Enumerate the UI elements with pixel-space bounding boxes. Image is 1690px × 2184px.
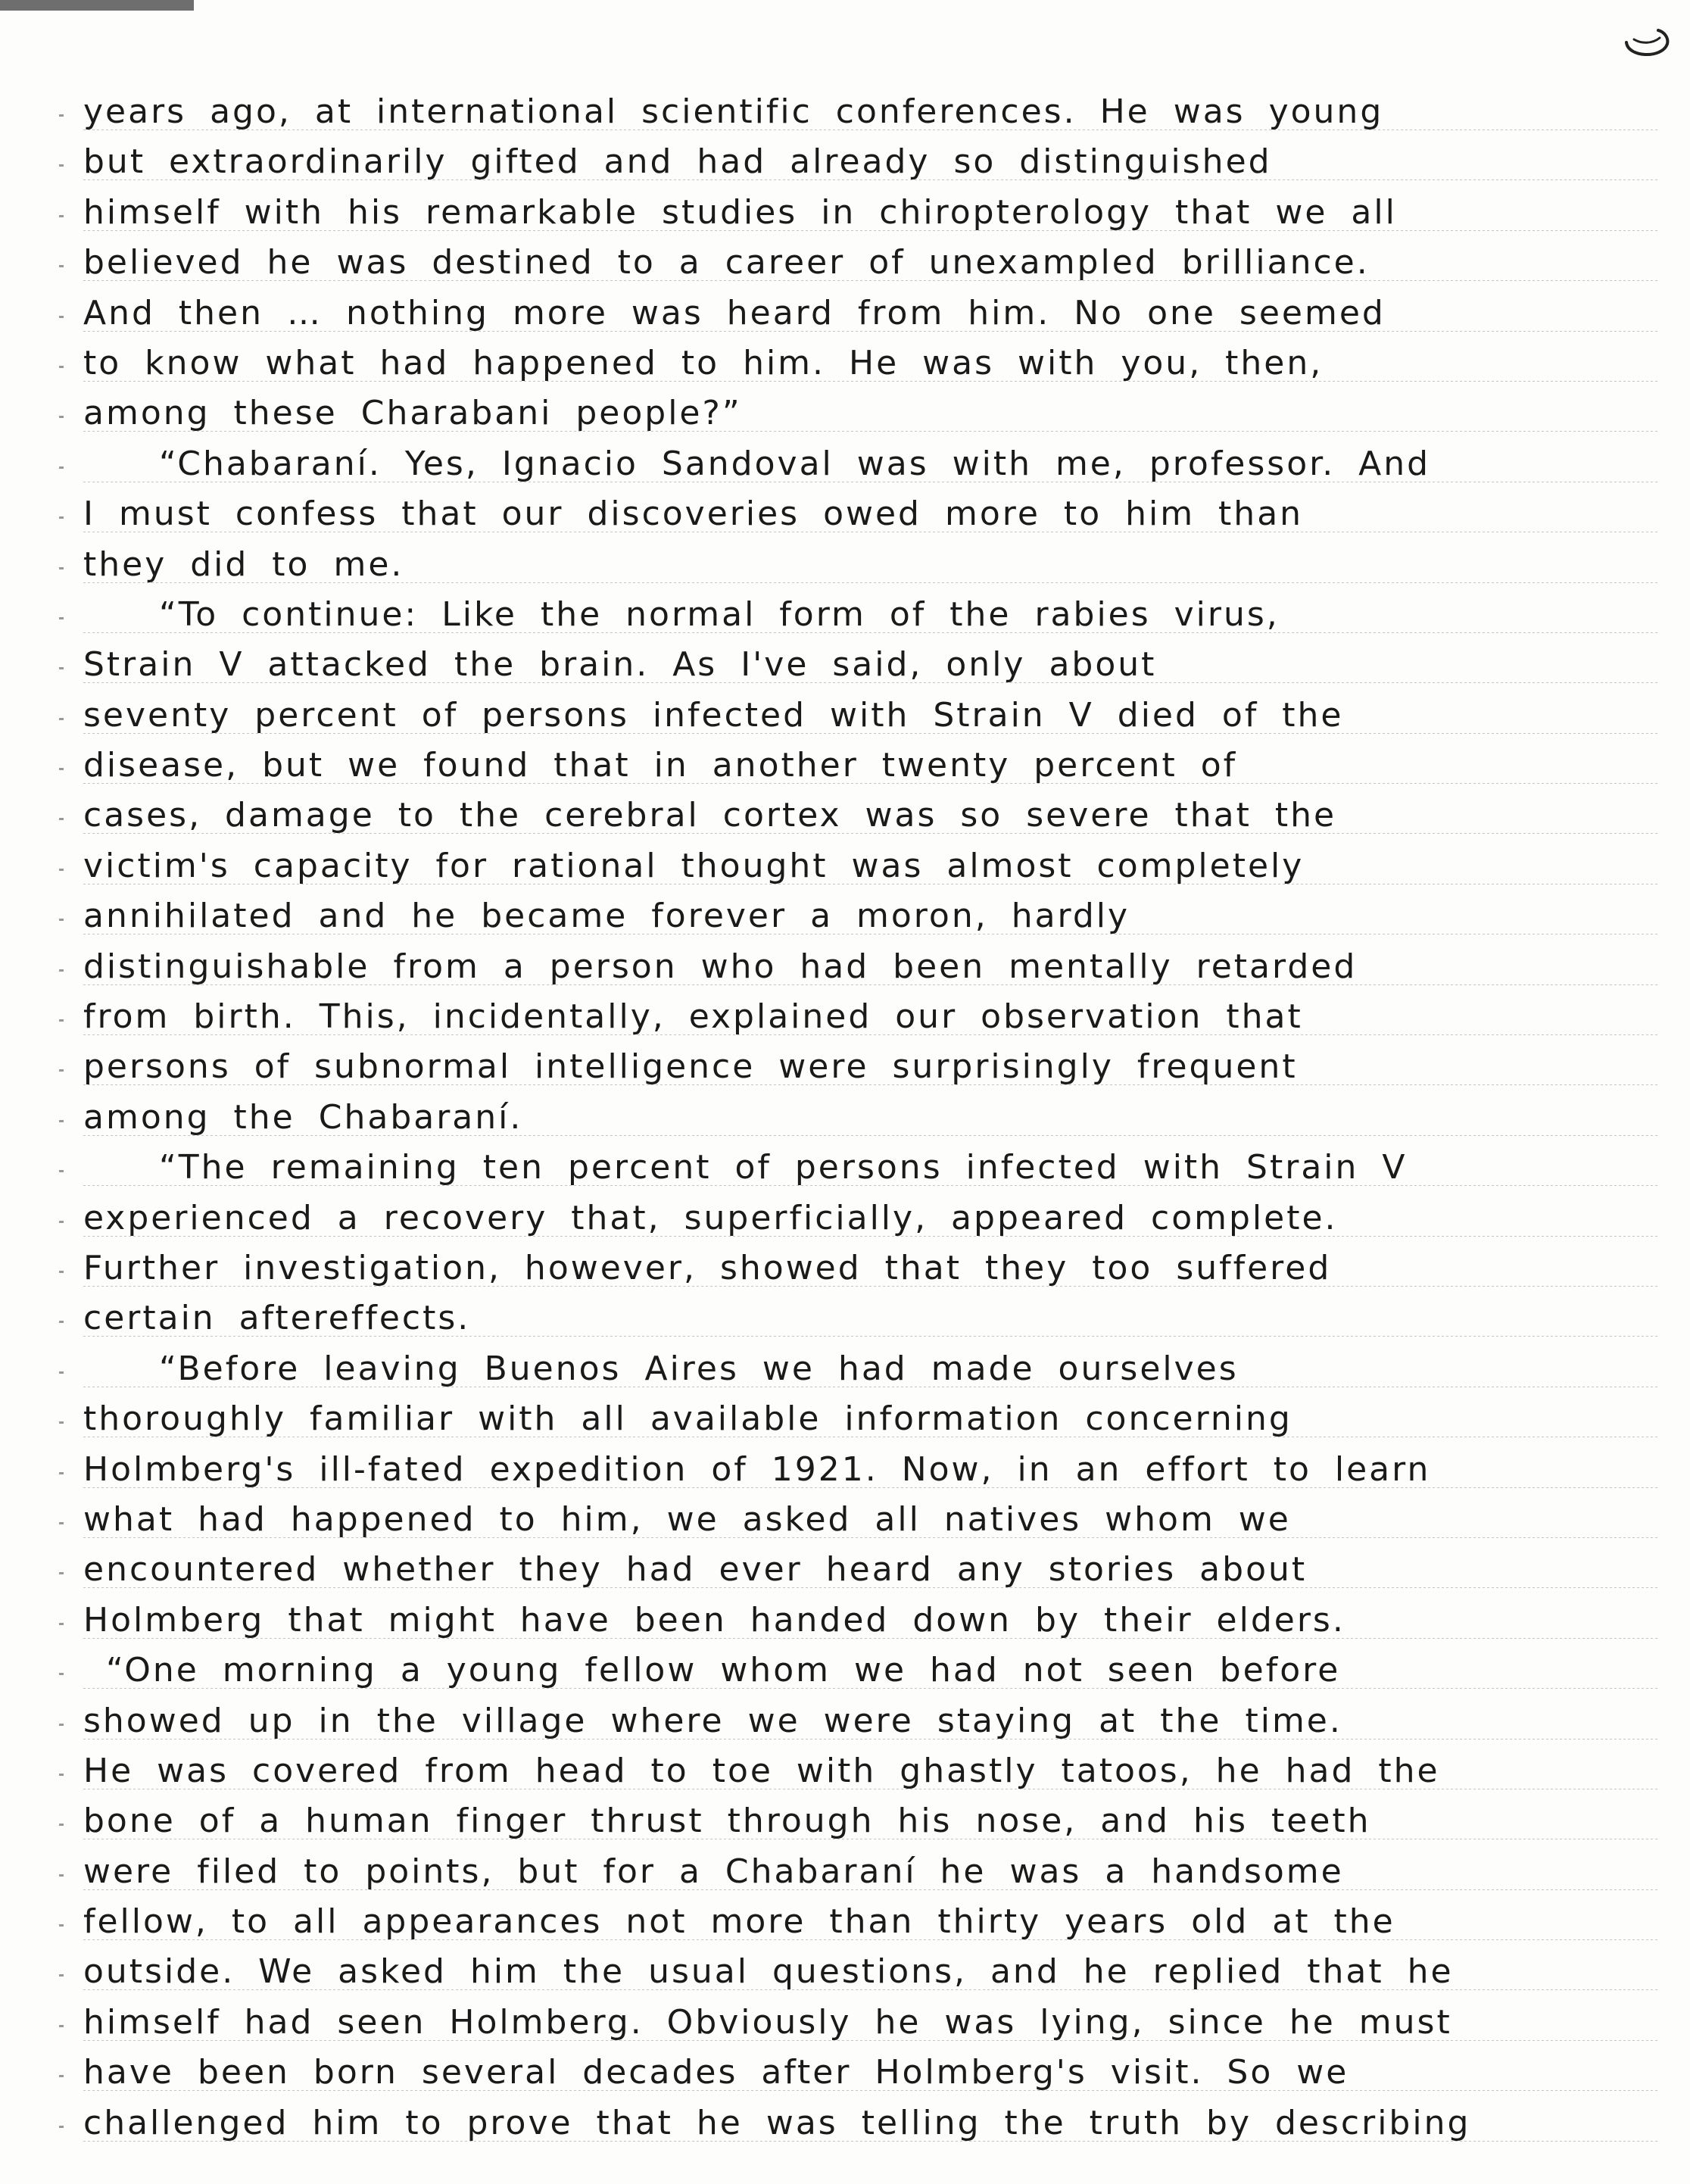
text-line: disease, but we found that in another twenty percent of — [83, 741, 1658, 791]
text-line: Holmberg's ill-fated expedition of 1921. Now, in an effort to learn — [83, 1445, 1658, 1495]
text-line: “One morning a young fellow whom we had not seen before — [83, 1646, 1658, 1696]
text-line: bone of a human finger thrust through his nose, and his teeth — [83, 1796, 1658, 1846]
text-line: have been born several decades after Holmberg's visit. So we — [83, 2048, 1658, 2098]
text-line: fellow, to all appearances not more than thirty years old at the — [83, 1897, 1658, 1947]
text-line: they did to me. — [83, 540, 1658, 590]
text-line: outside. We asked him the usual questions, and he replied that he — [83, 1947, 1658, 1997]
text-line: showed up in the village where we were staying at the time. — [83, 1696, 1658, 1746]
text-line: And then … nothing more was heard from him. No one seemed — [83, 289, 1658, 339]
text-line: experienced a recovery that, superficially, appeared complete. — [83, 1193, 1658, 1243]
text-line: victim's capacity for rational thought was almost completely — [83, 841, 1658, 891]
text-line: annihilated and he became forever a moron, hardly — [83, 891, 1658, 941]
text-line: were filed to points, but for a Chabaraní he was a handsome — [83, 1847, 1658, 1897]
text-line: Strain V attacked the brain. As I've said, only about — [83, 640, 1658, 690]
manuscript-body — [83, 87, 1658, 2148]
text-line: “Before leaving Buenos Aires we had made ourselves — [83, 1344, 1658, 1394]
text-line: among these Charabani people?” — [83, 388, 1658, 438]
scan-edge-mark — [0, 0, 194, 11]
text-line: encountered whether they had ever heard any stories about — [83, 1545, 1658, 1595]
text-line: himself had seen Holmberg. Obviously he was lying, since he must — [83, 1998, 1658, 2048]
text-line: persons of subnormal intelligence were surprisingly frequent — [83, 1042, 1658, 1092]
text-line: certain aftereffects. — [83, 1293, 1658, 1343]
text-line: “The remaining ten percent of persons infected with Strain V — [83, 1143, 1658, 1193]
text-line: Further investigation, however, showed that they too suffered — [83, 1243, 1658, 1293]
text-line: thoroughly familiar with all available information concerning — [83, 1394, 1658, 1444]
page-number-mark — [1620, 21, 1673, 67]
text-line: among the Chabaraní. — [83, 1093, 1658, 1143]
text-line: to know what had happened to him. He was with you, then, — [83, 339, 1658, 388]
text-line: years ago, at international scientific conferences. He was young — [83, 87, 1658, 137]
text-line: challenged him to prove that he was telling the truth by describing — [83, 2098, 1658, 2148]
text-line: cases, damage to the cerebral cortex was so severe that the — [83, 791, 1658, 841]
text-line: but extraordinarily gifted and had already so distinguished — [83, 137, 1658, 187]
text-line: distinguishable from a person who had been mentally retarded — [83, 942, 1658, 992]
text-line: from birth. This, incidentally, explained our observation that — [83, 992, 1658, 1042]
text-line: “To continue: Like the normal form of the rabies virus, — [83, 590, 1658, 640]
text-line: himself with his remarkable studies in chiropterology that we all — [83, 188, 1658, 238]
text-line: what had happened to him, we asked all natives whom we — [83, 1495, 1658, 1545]
text-line: I must confess that our discoveries owed more to him than — [83, 489, 1658, 539]
text-line: He was covered from head to toe with ghastly tatoos, he had the — [83, 1746, 1658, 1796]
text-line: “Chabaraní. Yes, Ignacio Sandoval was with me, professor. And — [83, 439, 1658, 489]
text-line: believed he was destined to a career of unexampled brilliance. — [83, 238, 1658, 288]
text-line: Holmberg that might have been handed down by their elders. — [83, 1596, 1658, 1646]
text-line: seventy percent of persons infected with Strain V died of the — [83, 691, 1658, 741]
